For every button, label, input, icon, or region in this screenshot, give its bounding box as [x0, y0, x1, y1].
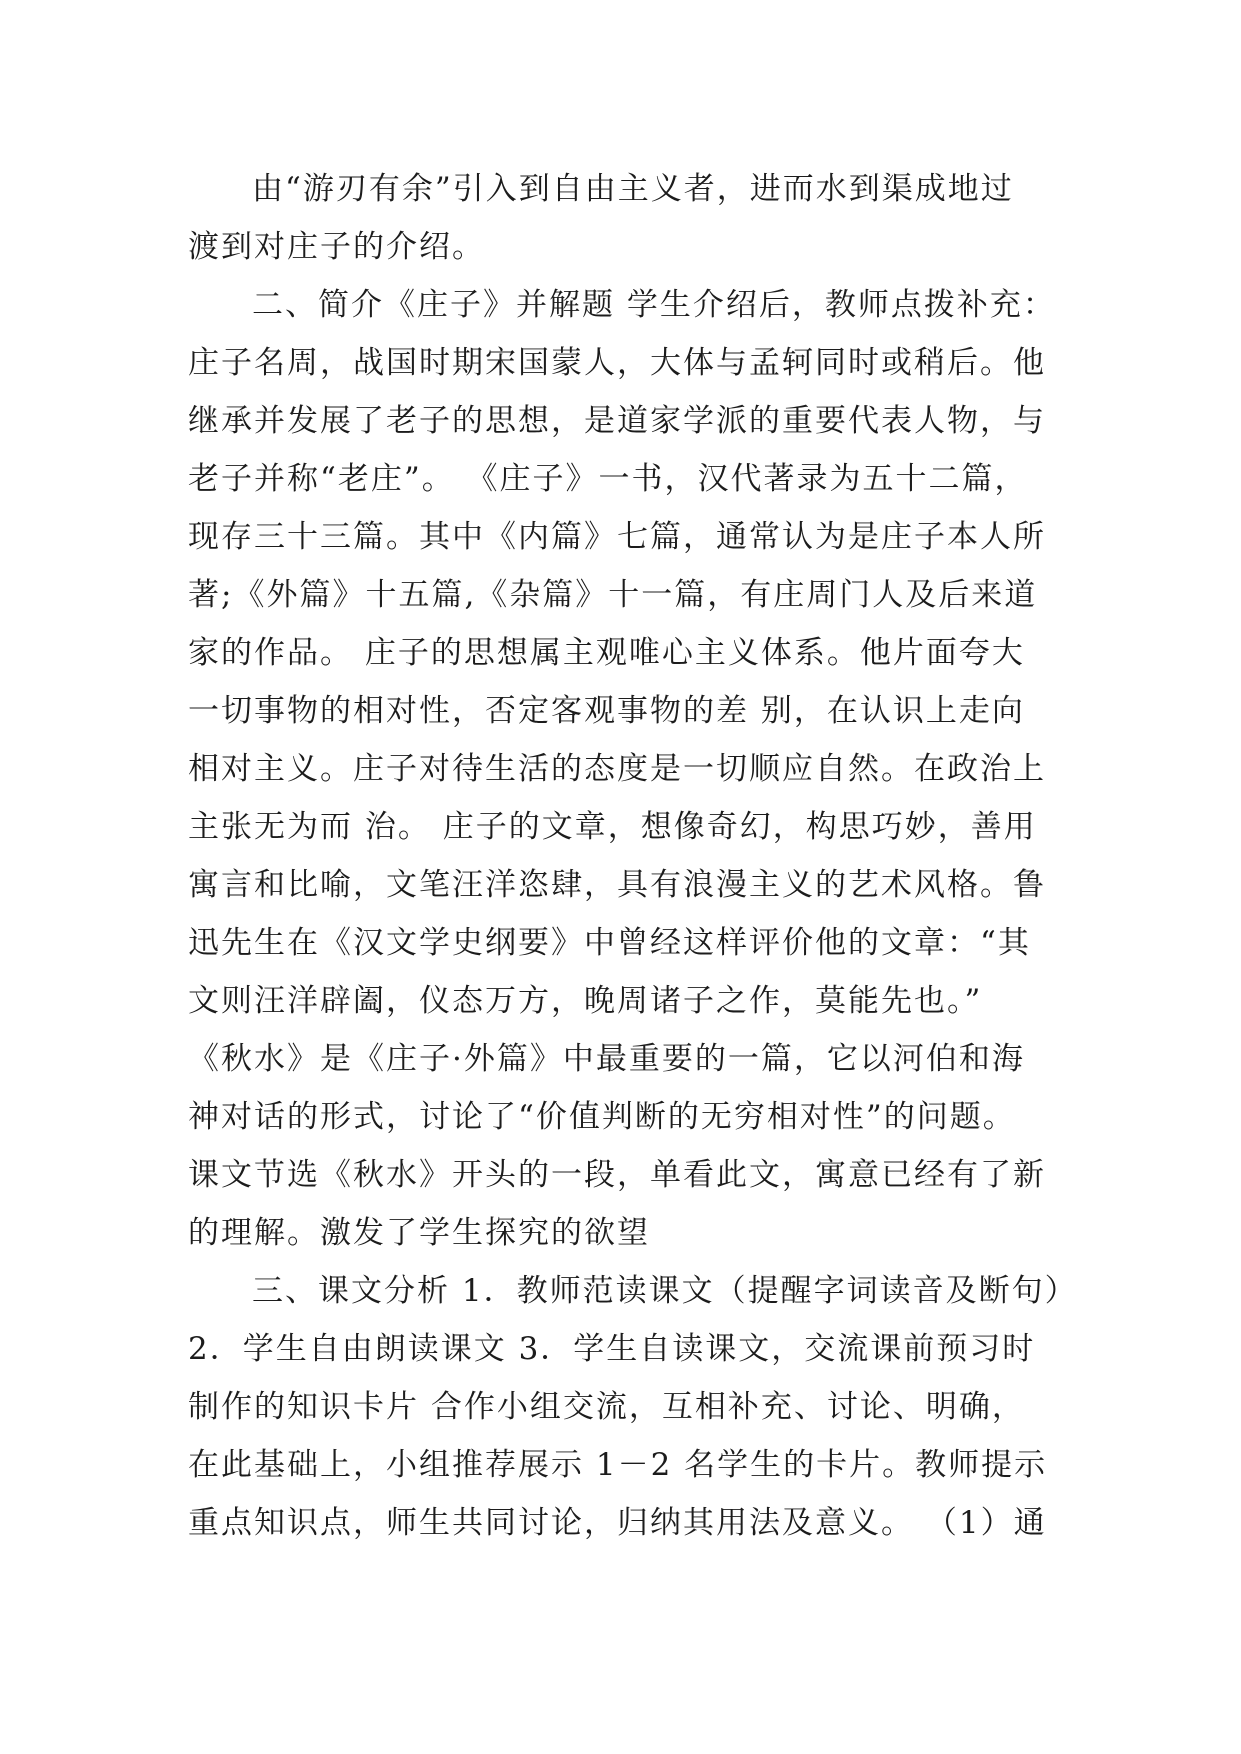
text-line: 重点知识点，师生共同讨论，归纳其用法及意义。 （1）通: [188, 1505, 1047, 1541]
text-line: 由“游刃有余”引入到自由主义者，进而水到渠成地过: [252, 171, 1014, 207]
text-line: 神对话的形式，讨论了“价值判断的无穷相对性”的问题。: [188, 1099, 1016, 1135]
text-line: 主张无为而 治。 庄子的文章，想像奇幻，构思巧妙，善用: [188, 809, 1037, 845]
text-line: 家的作品。 庄子的思想属主观唯心主义体系。他片面夸大: [188, 635, 1025, 671]
text-line: 继承并发展了老子的思想，是道家学派的重要代表人物，与: [188, 403, 1046, 439]
text-line: 制作的知识卡片 合作小组交流，互相补充、讨论、明确，: [188, 1389, 1025, 1425]
text-line: 在此基础上，小组推荐展示 1－2 名学生的卡片。教师提示: [188, 1447, 1048, 1483]
document-body: [188, 160, 1088, 1552]
text-line: 一切事物的相对性，否定客观事物的差 别，在认识上走向: [188, 693, 1025, 729]
text-line: 渡到对庄子的介绍。: [188, 229, 485, 265]
text-line: 老子并称“老庄”。 《庄子》一书，汉代著录为五十二篇，: [188, 461, 1028, 497]
text-line: 2．学生自由朗读课文 3．学生自读课文，交流课前预习时: [188, 1331, 1036, 1367]
section-heading-line: 二、简介《庄子》并解题 学生介绍后，教师点拨补充：: [252, 287, 1056, 323]
text-line: 的理解。激发了学生探究的欲望: [188, 1215, 650, 1251]
section-heading-line: 三、课文分析 1．教师范读课文（提醒字词读音及断句）: [252, 1273, 1078, 1309]
text-line: 迅先生在《汉文学史纲要》中曾经这样评价他的文章：“其: [188, 925, 1031, 961]
text-line: 文则汪洋辟阖，仪态万方，晚周诸子之作，莫能先也。”: [188, 983, 983, 1019]
text-line: 课文节选《秋水》开头的一段，单看此文，寓意已经有了新: [188, 1157, 1046, 1193]
text-line: 著;《外篇》十五篇,《杂篇》十一篇，有庄周门人及后来道: [188, 577, 1038, 613]
text-line: 相对主义。庄子对待生活的态度是一切顺应自然。在政治上: [188, 751, 1046, 787]
text-line: 现存三十三篇。其中《内篇》七篇，通常认为是庄子本人所: [188, 519, 1046, 555]
text-line: 庄子名周，战国时期宋国蒙人，大体与孟轲同时或稍后。他: [188, 345, 1046, 381]
text-line: 寓言和比喻，文笔汪洋恣肆，具有浪漫主义的艺术风格。鲁: [188, 867, 1046, 903]
text-line: 《秋水》是《庄子·外篇》中最重要的一篇，它以河伯和海: [188, 1041, 1025, 1077]
